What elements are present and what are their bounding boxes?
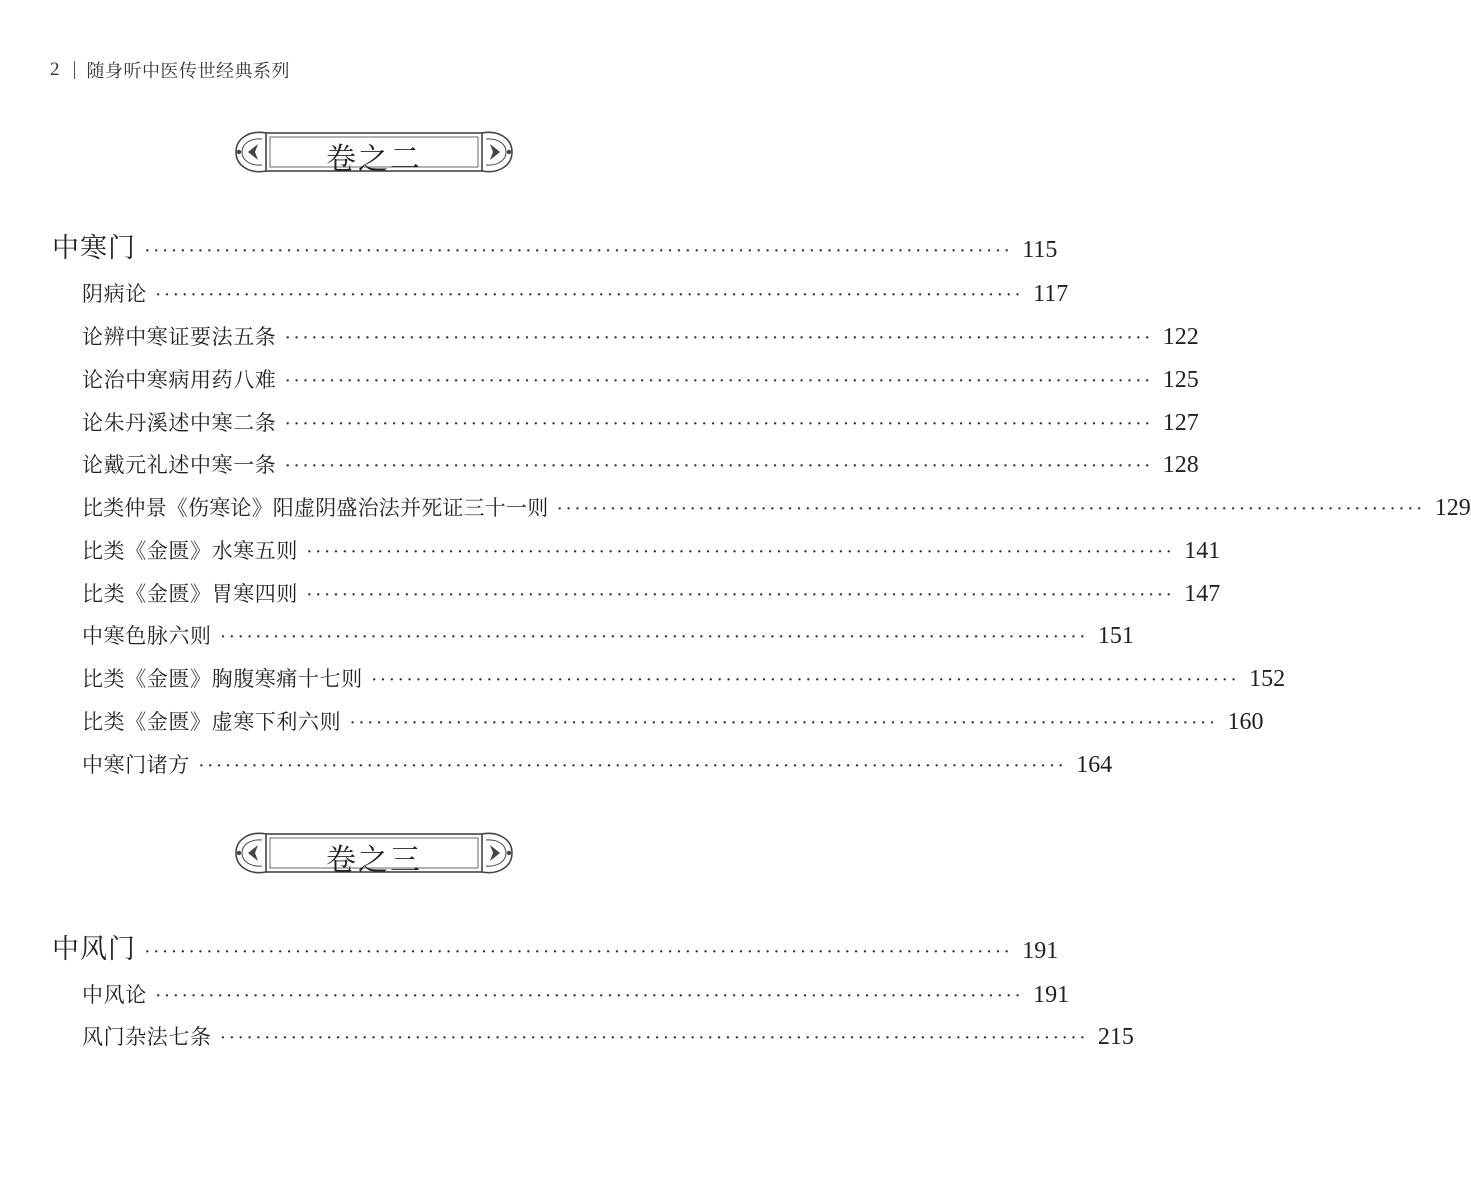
volume-banner: [228, 829, 520, 877]
dot-leader: ··································································································: [284, 455, 1153, 477]
volume-title: 卷之三: [326, 843, 422, 878]
page-number-ref: 127: [1162, 410, 1199, 436]
page-number-ref: 117: [1033, 281, 1069, 307]
section-title: 比类《金匮》水寒五则: [82, 539, 298, 563]
page-number-ref: 152: [1249, 666, 1286, 692]
section-title: 论朱丹溪述中寒二条: [82, 411, 277, 435]
dot-leader: ··································································································: [144, 941, 1013, 963]
section-title: 中寒色脉六则: [82, 624, 212, 648]
volume-banner: [228, 128, 520, 176]
dot-leader: ··································································································: [284, 327, 1153, 349]
section-title: 比类《金匮》胸腹寒痛十七则: [82, 667, 363, 691]
dot-leader: ··································································································: [219, 626, 1088, 648]
page-number-ref: 191: [1033, 982, 1070, 1008]
toc-section-entry[interactable]: [0, 278, 1069, 308]
page-number-ref: 141: [1184, 538, 1221, 564]
page-number: 2: [50, 59, 60, 80]
chapter-title: 中寒门: [52, 233, 136, 264]
section-title: 比类仲景《伤寒论》阳虚阴盛治法并死证三十一则: [82, 496, 549, 520]
toc-section-entry[interactable]: [0, 749, 1113, 779]
page-number-ref: 164: [1076, 752, 1113, 778]
toc-section-entry[interactable]: [0, 492, 1471, 522]
toc-section-entry[interactable]: [0, 706, 1264, 736]
dot-leader: ··································································································: [349, 712, 1218, 734]
toc-section-entry[interactable]: [0, 979, 1070, 1009]
section-title: 比类《金匮》胃寒四则: [82, 582, 298, 606]
page-number-ref: 129: [1434, 495, 1471, 521]
toc-section-entry[interactable]: [0, 1021, 1134, 1051]
section-title: 论戴元礼述中寒一条: [82, 453, 277, 477]
toc-chapter-entry[interactable]: [0, 927, 1059, 966]
dot-leader: ··································································································: [306, 541, 1175, 563]
page-number-ref: 122: [1162, 324, 1199, 350]
dot-leader: ··································································································: [144, 240, 1013, 262]
section-title: 风门杂法七条: [82, 1025, 212, 1049]
dot-leader: ··································································································: [370, 669, 1240, 691]
section-title: 中寒门诸方: [82, 753, 190, 777]
section-title: 论治中寒病用药八难: [82, 368, 277, 392]
dot-leader: ··································································································: [556, 498, 1425, 520]
toc-section-entry[interactable]: [0, 578, 1221, 608]
running-head: [50, 57, 290, 83]
section-title: 比类《金匮》虚寒下利六则: [82, 710, 342, 734]
dot-leader: ··································································································: [198, 755, 1067, 777]
page-number-ref: 128: [1162, 452, 1199, 478]
page-number-ref: 147: [1184, 581, 1221, 607]
series-title: 随身听中医传世经典系列: [86, 61, 290, 82]
page-number-ref: 115: [1022, 237, 1058, 263]
header-separator: [74, 61, 75, 79]
toc-section-entry[interactable]: [0, 620, 1134, 650]
page-number-ref: 160: [1227, 709, 1264, 735]
page-number-ref: 215: [1097, 1024, 1134, 1050]
toc-section-entry[interactable]: [0, 535, 1221, 565]
section-title: 中风论: [82, 983, 147, 1007]
chapter-title: 中风门: [52, 934, 136, 965]
toc-section-entry[interactable]: [0, 407, 1199, 437]
dot-leader: ··································································································: [284, 413, 1153, 435]
dot-leader: ··································································································: [154, 985, 1024, 1007]
toc-section-entry[interactable]: [0, 663, 1286, 693]
volume-title: 卷之二: [326, 142, 422, 177]
page-number-ref: 125: [1162, 367, 1199, 393]
section-title: 论辨中寒证要法五条: [82, 325, 277, 349]
dot-leader: ··································································································: [284, 370, 1153, 392]
page-number-ref: 151: [1097, 623, 1134, 649]
toc-chapter-entry[interactable]: [0, 226, 1058, 265]
toc-section-entry[interactable]: [0, 321, 1199, 351]
dot-leader: ··································································································: [154, 284, 1024, 306]
section-title: 阴病论: [82, 282, 147, 306]
dot-leader: ··································································································: [306, 584, 1175, 606]
toc-section-entry[interactable]: [0, 364, 1199, 394]
dot-leader: ··································································································: [219, 1027, 1088, 1049]
toc-section-entry[interactable]: [0, 449, 1199, 479]
page-number-ref: 191: [1022, 938, 1059, 964]
